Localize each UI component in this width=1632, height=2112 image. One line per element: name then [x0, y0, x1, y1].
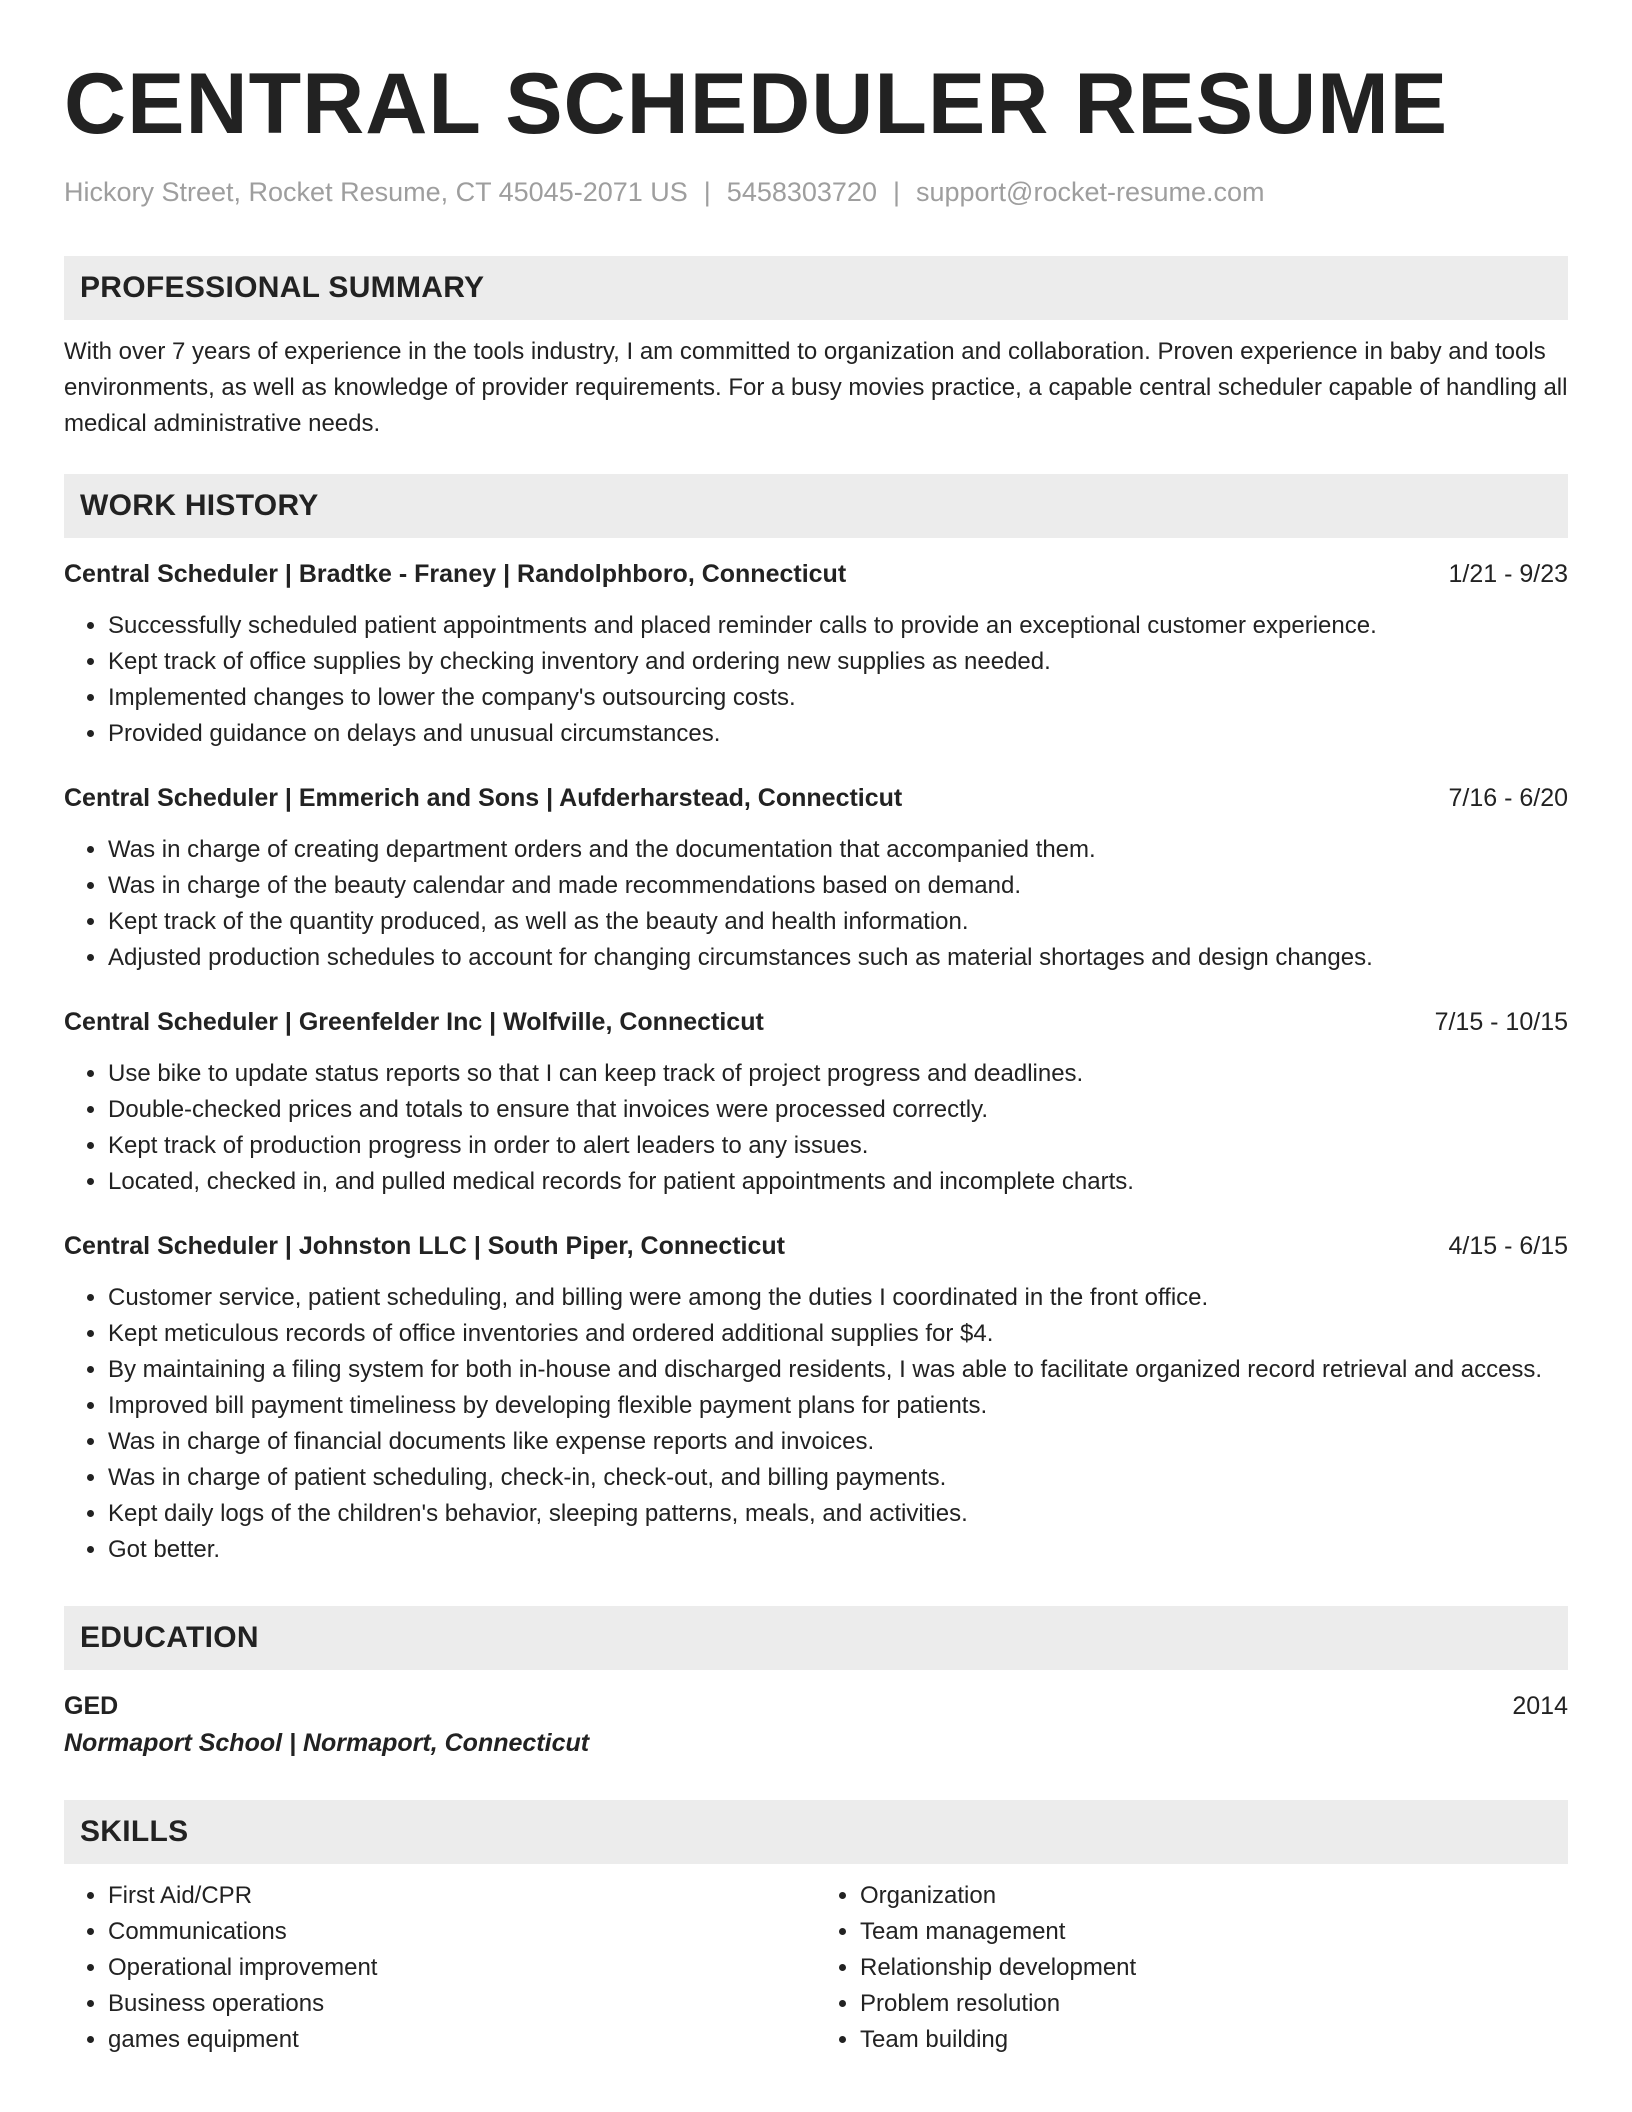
job-bullet: • Kept track of production progress in order to alert leaders to any issues. — [108, 1128, 1568, 1164]
skill-item: • Communications — [108, 1914, 816, 1950]
job-title: Central Scheduler | Greenfelder Inc | Wolfville, Connecticut — [64, 1008, 764, 1036]
job-title: Central Scheduler | Emmerich and Sons | Aufderharstead, Connecticut — [64, 784, 903, 812]
resume-title: CENTRAL SCHEDULER RESUME — [64, 56, 1449, 152]
contact-email: support@rocket-resume.com — [915, 177, 1265, 207]
job-title: Central Scheduler | Johnston LLC | South Piper, Connecticut — [64, 1232, 785, 1260]
skill-item: • Team building — [860, 2022, 1568, 2058]
job-dates: 4/15 - 6/15 — [1448, 1232, 1568, 1260]
job-header — [64, 1004, 1568, 1040]
job-entry — [64, 556, 1568, 752]
job-bullet: • Implemented changes to lower the company's outsourcing costs. — [108, 680, 1568, 716]
job-bullets — [64, 1280, 1568, 1568]
job-bullet: • Provided guidance on delays and unusual circumstances. — [108, 716, 1568, 752]
skill-item: • Problem resolution — [860, 1986, 1568, 2022]
skill-item: • Business operations — [108, 1986, 816, 2022]
job-bullet: • Successfully scheduled patient appointments and placed reminder calls to provide an exceptional customer experience. — [108, 608, 1568, 644]
job-bullet: • Was in charge of creating department orders and the documentation that accompanied them. — [108, 832, 1568, 868]
job-dates: 1/21 - 9/23 — [1448, 560, 1568, 588]
skill-item: • games equipment — [108, 2022, 816, 2058]
skill-item: • Organization — [860, 1878, 1568, 1914]
skill-item: • First Aid/CPR — [108, 1878, 816, 1914]
education-degree: GED — [64, 1692, 119, 1720]
contact-address: Hickory Street, Rocket Resume, CT 45045-2071 US — [64, 177, 688, 207]
education-heading: EDUCATION — [64, 1606, 1568, 1670]
job-bullet: • Kept track of office supplies by checking inventory and ordering new supplies as needed. — [108, 644, 1568, 680]
work-history-heading: WORK HISTORY — [64, 474, 1568, 538]
job-bullets — [64, 832, 1568, 976]
job-entry — [64, 1228, 1568, 1568]
summary-heading: PROFESSIONAL SUMMARY — [64, 256, 1568, 320]
job-entry — [64, 1004, 1568, 1200]
job-bullet: • Got better. — [108, 1532, 1568, 1568]
job-bullet: • Kept meticulous records of office inventories and ordered additional supplies for $4. — [108, 1316, 1568, 1352]
job-title: Central Scheduler | Bradtke - Franey | Randolphboro, Connecticut — [64, 560, 847, 588]
job-bullet: • Located, checked in, and pulled medical records for patient appointments and incomplete charts. — [108, 1164, 1568, 1200]
job-header — [64, 556, 1568, 592]
education-school: Normaport School | Normaport, Connecticut — [64, 1729, 590, 1757]
contact-phone: 5458303720 — [726, 177, 877, 207]
job-bullet: • Double-checked prices and totals to ensure that invoices were processed correctly. — [108, 1092, 1568, 1128]
job-entry — [64, 780, 1568, 976]
job-dates: 7/16 - 6/20 — [1448, 784, 1568, 812]
skills-heading: SKILLS — [64, 1800, 1568, 1864]
contact-separator: | — [892, 177, 900, 207]
job-dates: 7/15 - 10/15 — [1434, 1008, 1568, 1036]
contact-separator: | — [703, 177, 711, 207]
skill-item: • Operational improvement — [108, 1950, 816, 1986]
job-bullet: • Improved bill payment timeliness by developing flexible payment plans for patients. — [108, 1388, 1568, 1424]
job-bullet: • Use bike to update status reports so that I can keep track of project progress and deadlines. — [108, 1056, 1568, 1092]
education-year: 2014 — [1512, 1692, 1568, 1720]
job-bullet: • Was in charge of patient scheduling, check-in, check-out, and billing payments. — [108, 1460, 1568, 1496]
skill-item: • Team management — [860, 1914, 1568, 1950]
skill-item: • Relationship development — [860, 1950, 1568, 1986]
job-bullets — [64, 608, 1568, 752]
job-bullet: • Kept daily logs of the children's behavior, sleeping patterns, meals, and activities. — [108, 1496, 1568, 1532]
job-header — [64, 780, 1568, 816]
job-bullet: • Was in charge of the beauty calendar and made recommendations based on demand. — [108, 868, 1568, 904]
job-bullet: • Was in charge of financial documents like expense reports and invoices. — [108, 1424, 1568, 1460]
job-bullet: • Customer service, patient scheduling, and billing were among the duties I coordinated in the front office. — [108, 1280, 1568, 1316]
job-bullet: • Kept track of the quantity produced, as well as the beauty and health information. — [108, 904, 1568, 940]
contact-line — [64, 174, 1568, 210]
job-bullets — [64, 1056, 1568, 1200]
skills-column-right — [816, 1878, 1568, 2058]
skills-column-left — [64, 1878, 816, 2058]
job-bullet: • Adjusted production schedules to account for changing circumstances such as material shortages and design changes. — [108, 940, 1568, 976]
summary-text: With over 7 years of experience in the tools industry, I am committed to organization and collaboration. Proven experience in baby and tools environments, as well as knowledge of provider requirements. For a busy movies practice, a capable central scheduler capable of handling all medical administrative needs. — [64, 338, 1568, 437]
education-row — [64, 1688, 1568, 1724]
job-bullet: • By maintaining a filing system for both in-house and discharged residents, I was able to facilitate organized record retrieval and access. — [108, 1352, 1568, 1388]
skills-list — [64, 1878, 1568, 2058]
job-header — [64, 1228, 1568, 1264]
